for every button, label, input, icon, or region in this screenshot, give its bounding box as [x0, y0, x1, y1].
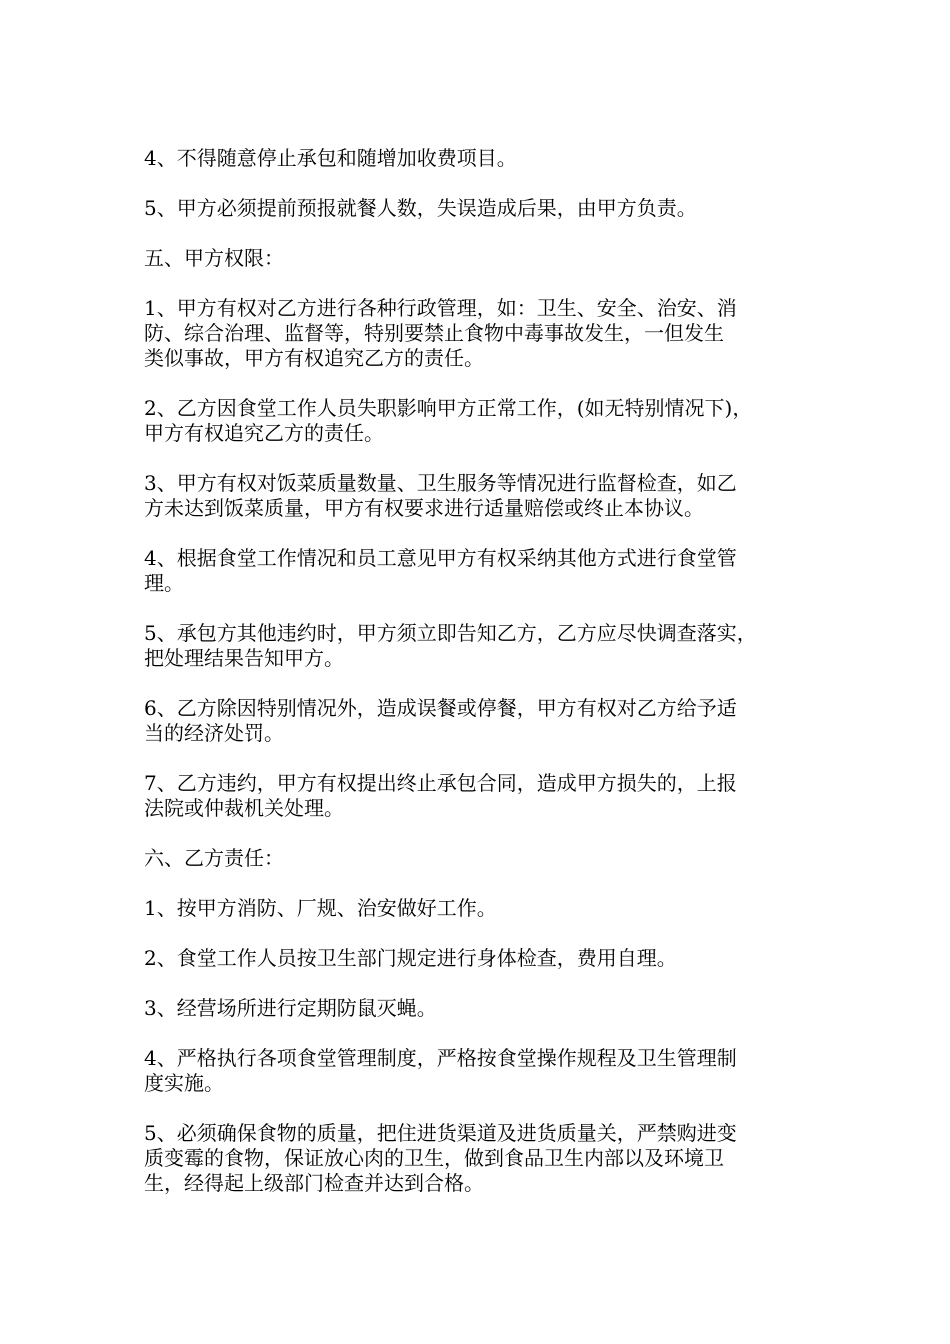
paragraph-duties-4: 4、严格执行各项食堂管理制度，严格按食堂操作规程及卫生管理制 度实施。 — [144, 1046, 737, 1095]
paragraph-rights-7: 7、乙方违约，甲方有权提出终止承包合同，造成甲方损失的，上报 法院或仲裁机关处理。 — [144, 771, 737, 820]
paragraph-rights-4: 4、根据食堂工作情况和员工意见甲方有权采纳其他方式进行食堂管 理。 — [144, 546, 737, 595]
paragraph-duties-2: 2、食堂工作人员按卫生部门规定进行身体检查，费用自理。 — [144, 946, 677, 970]
paragraph-item-5-diner-count: 5、甲方必须提前预报就餐人数，失误造成后果，由甲方负责。 — [144, 196, 697, 220]
section-heading-party-a-rights: 五、甲方权限： — [144, 246, 284, 270]
paragraph-rights-2: 2、乙方因食堂工作人员失职影响甲方正常工作，(如无特别情况下)， 甲方有权追究乙方的责任。 — [144, 396, 753, 445]
paragraph-duties-5: 5、必须确保食物的质量，把住进货渠道及进货质量关，严禁购进变 质变霉的食物，保证放心肉的卫生，做到食品卫生内部以及环境卫 生，经得起上级部门检查并达到合格。 — [144, 1121, 737, 1195]
section-heading-party-b-duties: 六、乙方责任： — [144, 846, 284, 870]
paragraph-item-4-no-arbitrary-stop: 4、不得随意停止承包和随增加收费项目。 — [144, 146, 517, 170]
paragraph-rights-3: 3、甲方有权对饭菜质量数量、卫生服务等情况进行监督检查，如乙 方未达到饭菜质量，甲方有权要求进行适量赔偿或终止本协议。 — [144, 471, 737, 520]
paragraph-rights-1: 1、甲方有权对乙方进行各种行政管理，如：卫生、安全、治安、消 防、综合治理、监督等，特别要禁止食物中毒事故发生，一但发生 类似事故，甲方有权追究乙方的责任。 — [144, 296, 737, 370]
paragraph-duties-3: 3、经营场所进行定期防鼠灭蝇。 — [144, 996, 437, 1020]
paragraph-rights-6: 6、乙方除因特别情况外，造成误餐或停餐，甲方有权对乙方给予适 当的经济处罚。 — [144, 696, 737, 745]
paragraph-rights-5: 5、承包方其他违约时，甲方须立即告知乙方，乙方应尽快调查落实， 把处理结果告知甲方。 — [144, 621, 757, 670]
document-body — [144, 146, 834, 1221]
paragraph-duties-1: 1、按甲方消防、厂规、治安做好工作。 — [144, 896, 497, 920]
